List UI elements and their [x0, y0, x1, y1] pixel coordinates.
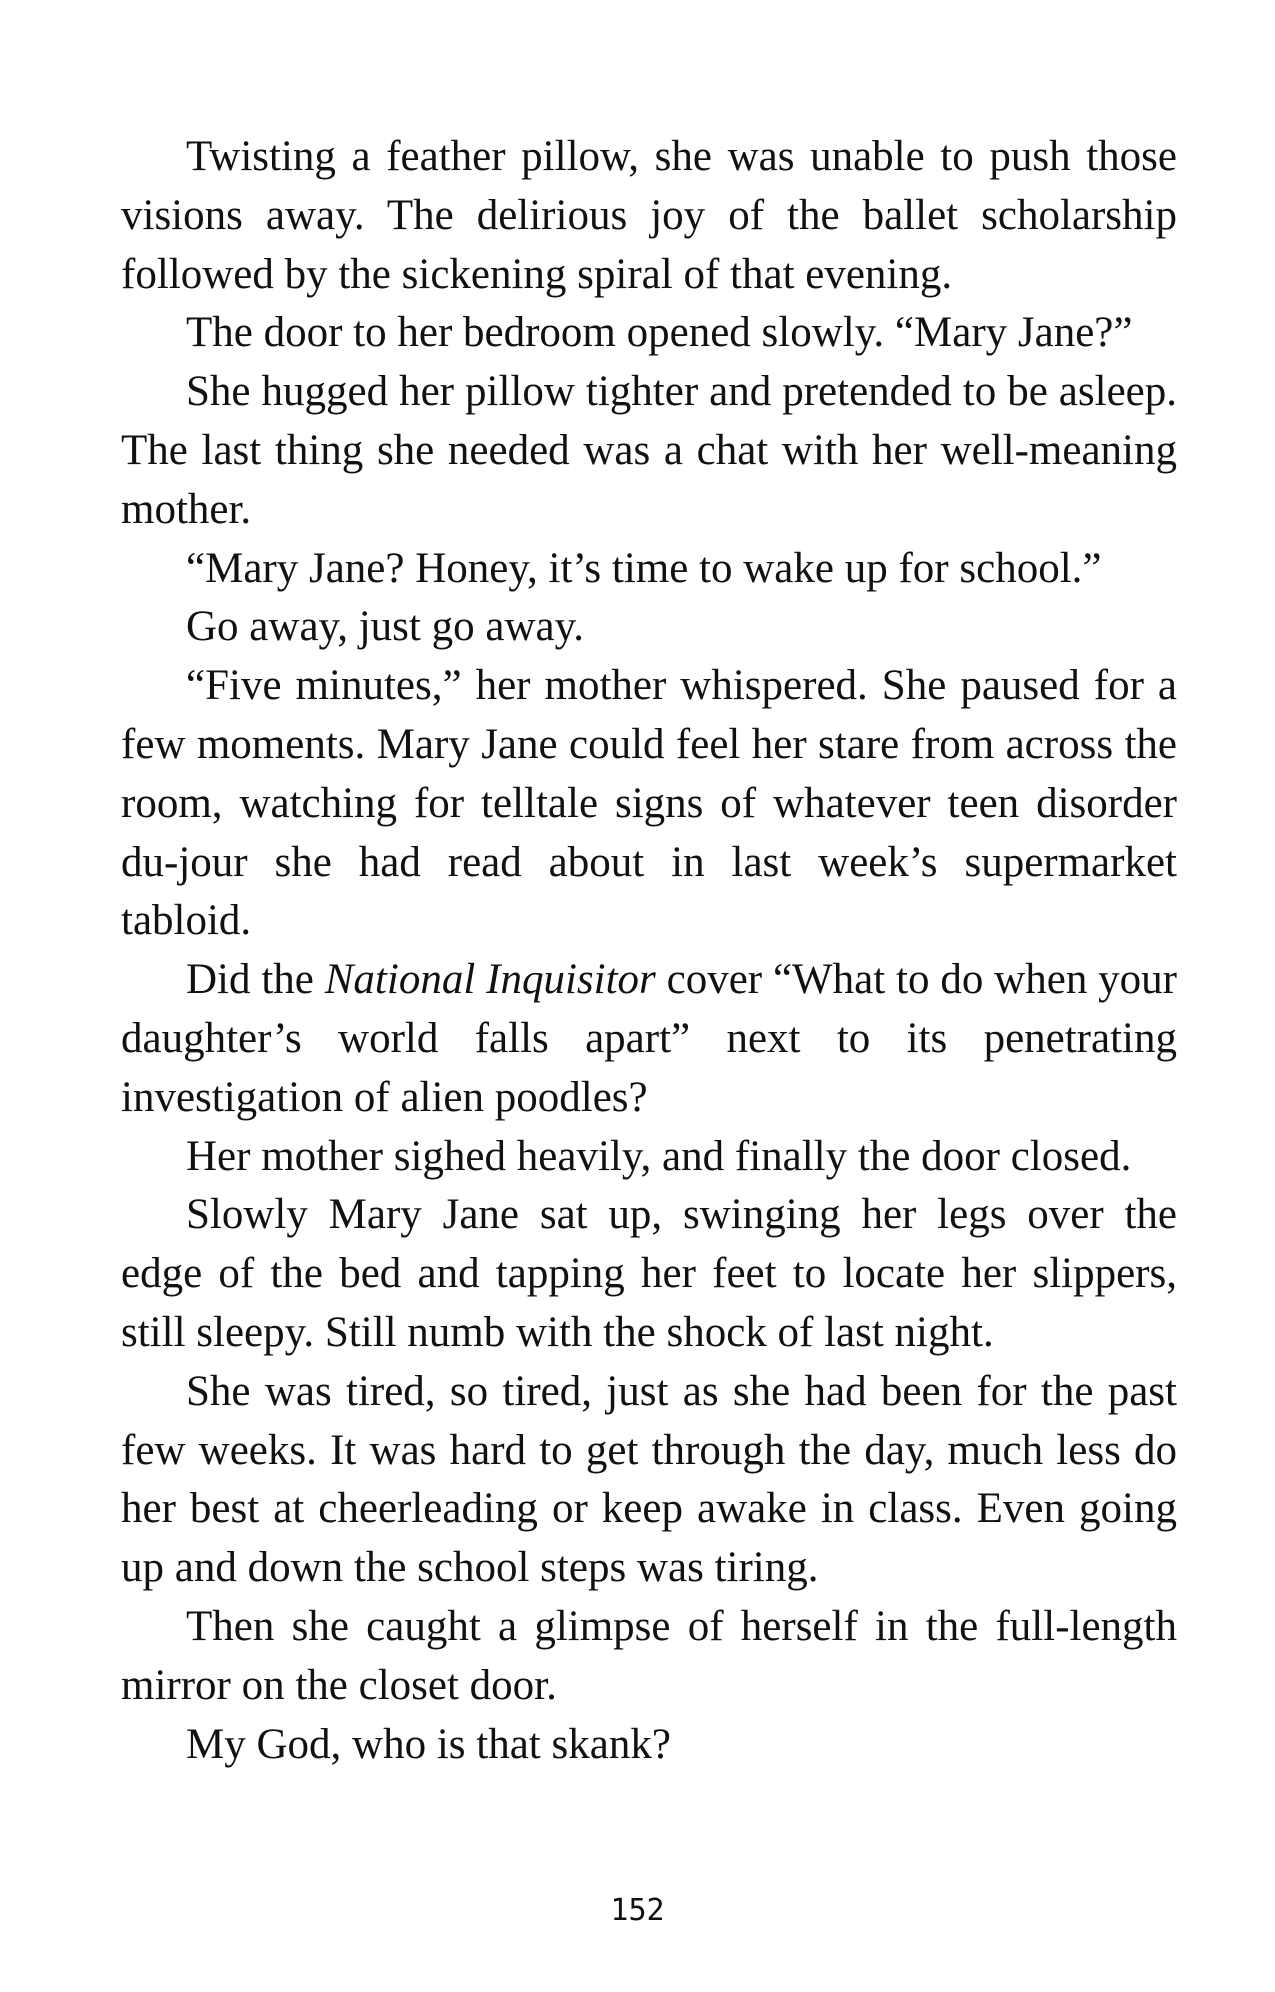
paragraph-italic: National Inquisitor	[324, 956, 656, 1004]
paragraph-1	[121, 128, 1177, 304]
page-body	[121, 128, 1177, 1774]
paragraph-text: The door to her bedroom opened slowly. “Mary Jane?”	[186, 309, 1133, 357]
paragraph-10	[121, 1363, 1177, 1598]
page-number: 152	[610, 1893, 665, 1928]
paragraph-text: My God, who is that skank?	[186, 1720, 671, 1768]
paragraph-5	[121, 598, 1177, 657]
paragraph-3	[121, 363, 1177, 539]
paragraph-text: Twisting a feather pillow, she was unable to push those visions away. The delirious joy of the ballet scholarship followed by the sickening spiral of that evening.	[121, 133, 1177, 298]
paragraph-text: cover “What to do when your daughter’s world falls apart” next to its penetrating investigation of alien poodles?	[121, 956, 1177, 1121]
paragraph-text: “Five minutes,” her mother whispered. She paused for a few moments. Mary Jane could feel her stare from across the room, watching for telltale signs of whatever teen disorder du-jour she had read about in last week’s supermarket tabloid.	[121, 662, 1177, 945]
paragraph-text: Then she caught a glimpse of herself in the full-length mirror on the closet door.	[121, 1602, 1177, 1709]
paragraph-12	[121, 1716, 1177, 1775]
paragraph-7	[121, 951, 1177, 1127]
paragraph-4	[121, 540, 1177, 599]
paragraph-text: Go away, just go away.	[186, 603, 585, 651]
paragraph-2	[121, 304, 1177, 363]
paragraph-6	[121, 657, 1177, 951]
paragraph-11	[121, 1598, 1177, 1716]
paragraph-8	[121, 1128, 1177, 1187]
paragraph-text: She was tired, so tired, just as she had been for the past few weeks. It was hard to get through the day, much less do her best at cheerleading or keep awake in class. Even going up and down the school steps was tiring.	[121, 1367, 1177, 1592]
paragraph-text: “Mary Jane? Honey, it’s time to wake up for school.”	[186, 544, 1102, 592]
paragraph-text: Did the	[186, 956, 325, 1004]
paragraph-text: She hugged her pillow tighter and pretended to be asleep. The last thing she needed was a chat with her well-meaning mother.	[121, 368, 1177, 533]
paragraph-9	[121, 1186, 1177, 1362]
paragraph-text: Slowly Mary Jane sat up, swinging her legs over the edge of the bed and tapping her feet to locate her slippers, still sleepy. Still numb with the shock of last night.	[121, 1191, 1177, 1356]
paragraph-text: Her mother sighed heavily, and finally the door closed.	[186, 1132, 1132, 1180]
